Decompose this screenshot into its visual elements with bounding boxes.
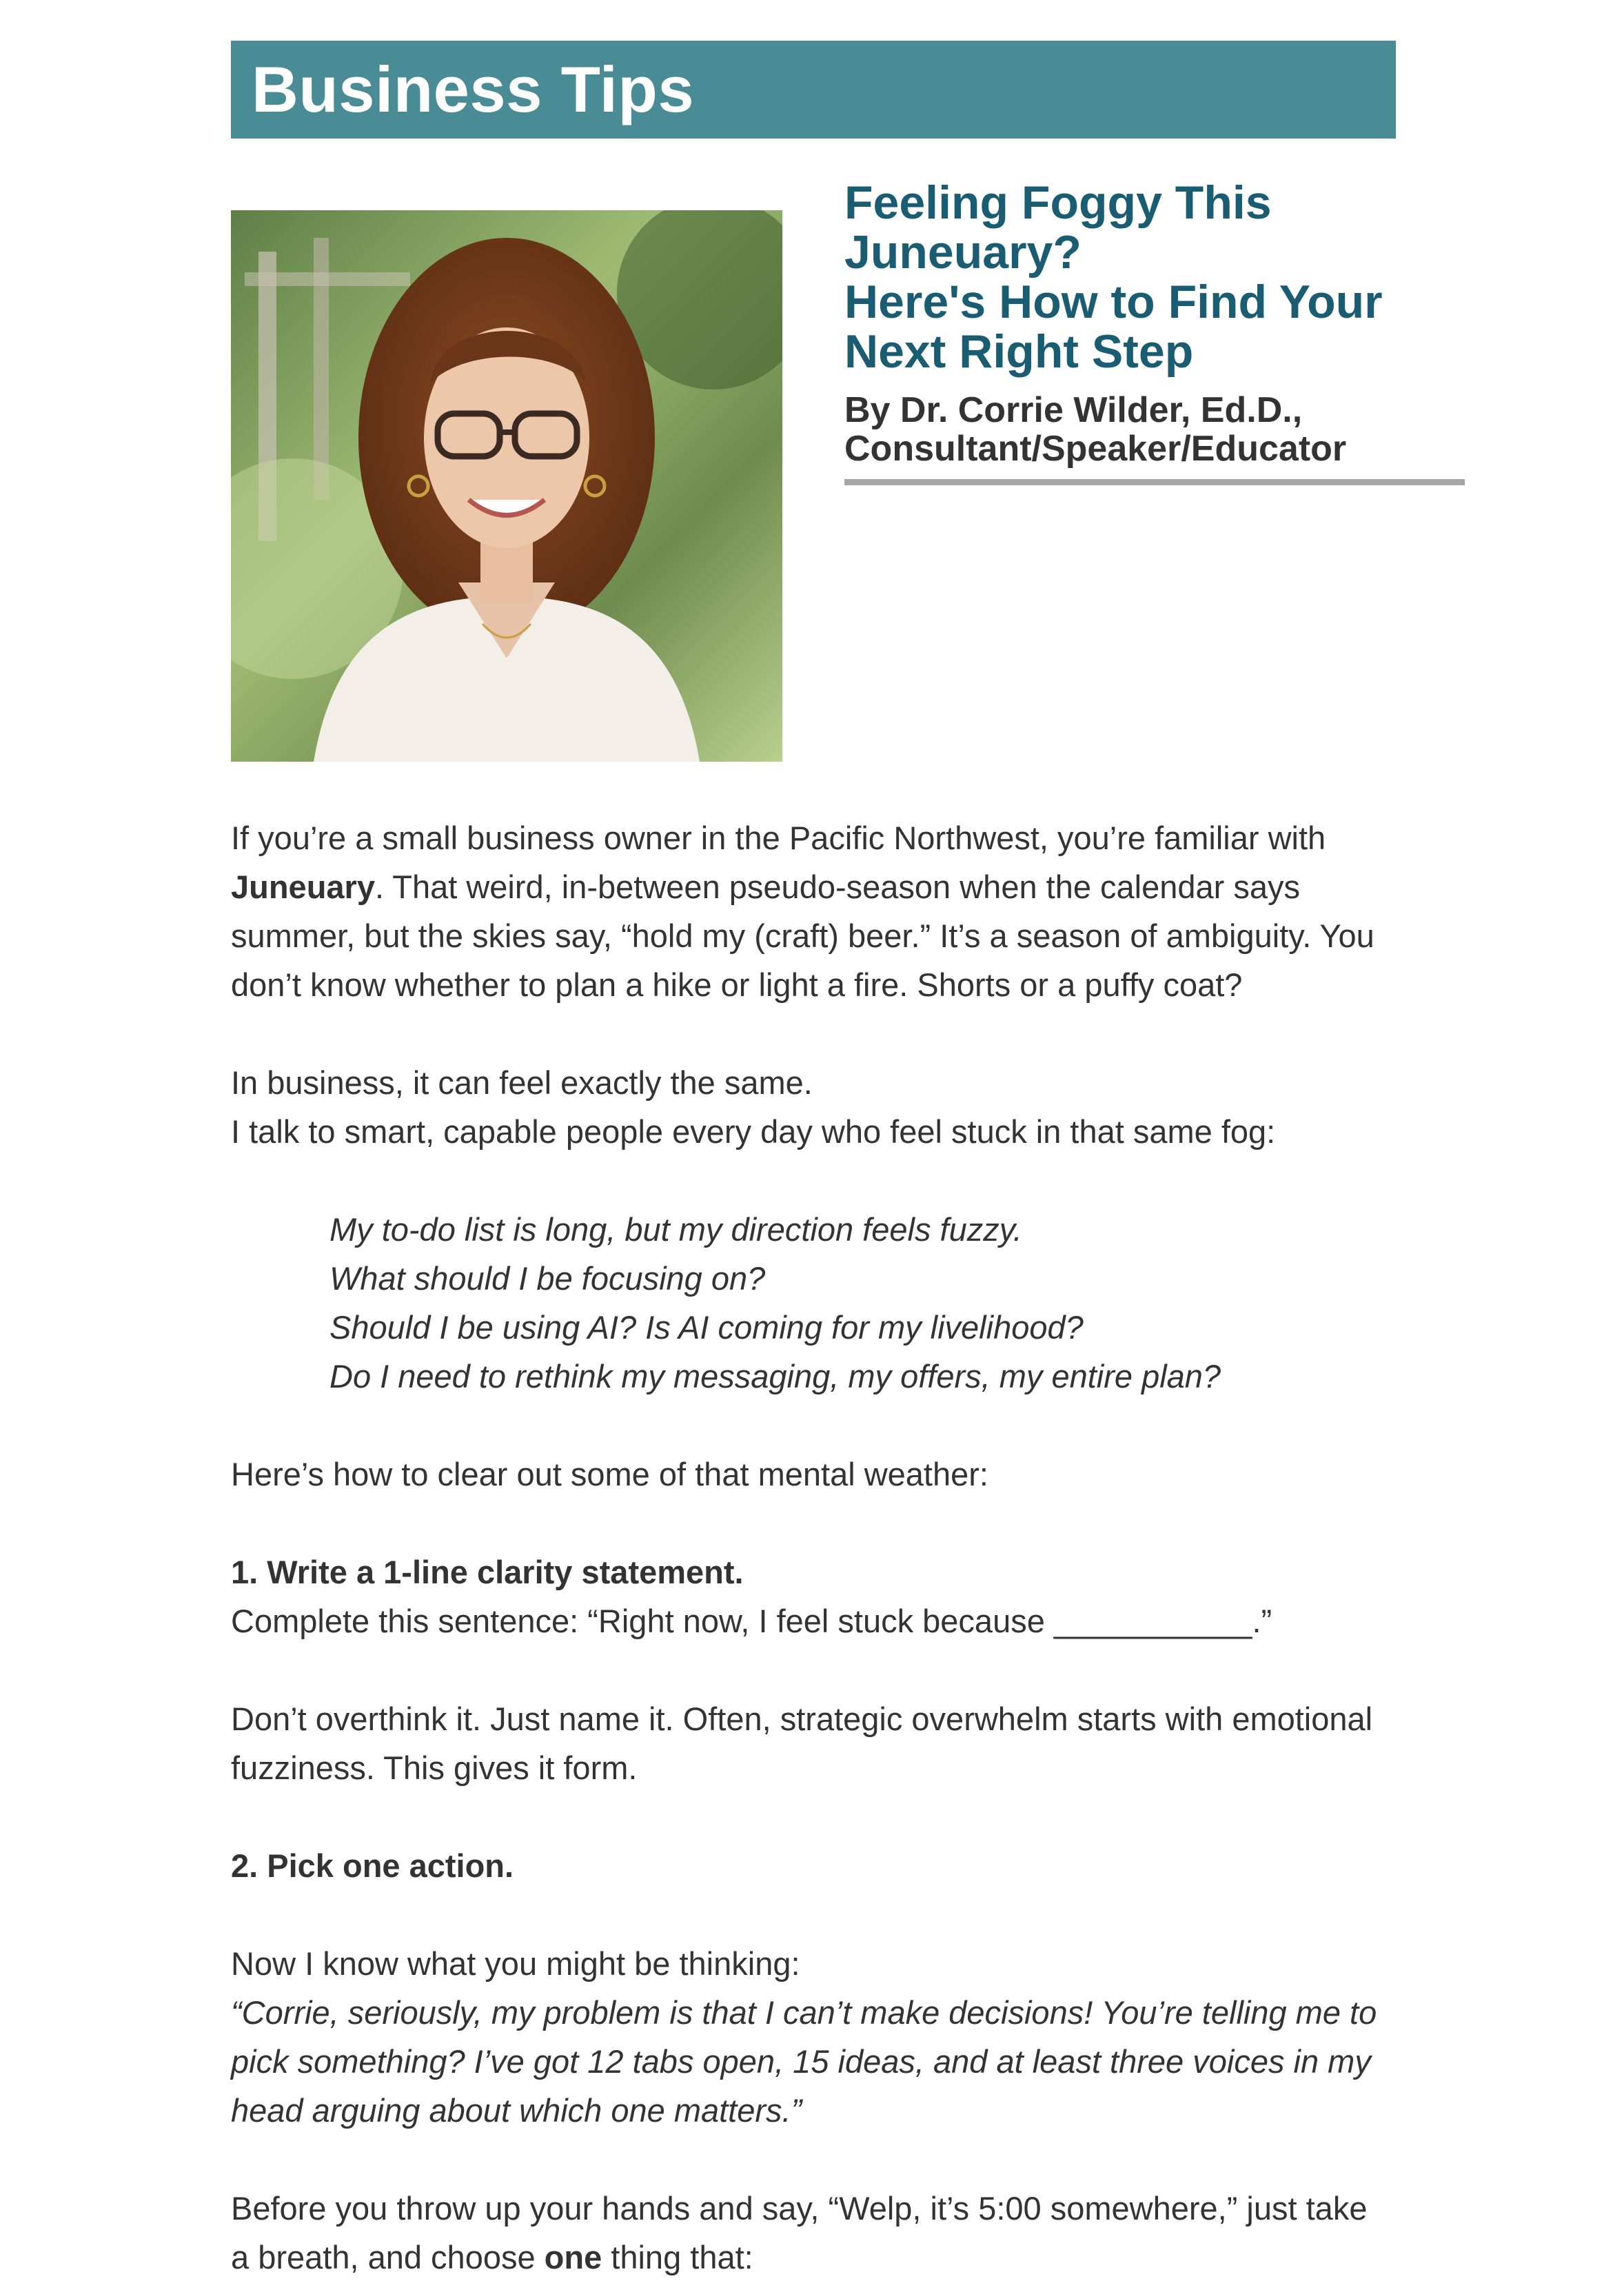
- headline-line: Feeling Foggy This: [844, 176, 1272, 229]
- paragraph-gap: [231, 1499, 1403, 1548]
- step2-heading-text: 2. Pick one action.: [231, 1847, 514, 1884]
- objection-line: head arguing about which one matters.”: [231, 2092, 802, 2129]
- paragraph-gap: [231, 1645, 1403, 1694]
- quote-line: What should I be focusing on?: [329, 1260, 766, 1297]
- closing-emphasis: one: [544, 2239, 602, 2275]
- step1-heading-text: 1. Write a 1-line clarity statement.: [231, 1554, 744, 1590]
- header-divider: [844, 479, 1465, 485]
- paragraph-gap: [231, 1156, 1403, 1205]
- paragraph-gap: [231, 1009, 1403, 1058]
- objection-line: pick something? I’ve got 12 tabs open, 15 ideas, and at least three voices in my: [231, 2043, 1371, 2080]
- step1-follow-line: Don’t overthink it. Just name it. Often, strategic overwhelm starts with emotional: [231, 1701, 1373, 1737]
- author-photo: [231, 210, 782, 762]
- article-headline: [844, 178, 1479, 376]
- step1-follow-line: fuzziness. This gives it form.: [231, 1750, 638, 1786]
- author-photo-illustration: [231, 210, 782, 762]
- quote-line: Should I be using AI? Is AI coming for my livelihood?: [329, 1309, 1084, 1346]
- closing-line-start: a breath, and choose: [231, 2239, 545, 2275]
- closing-line: Before you throw up your hands and say, “Welp, it’s 5:00 somewhere,” just take: [231, 2190, 1368, 2227]
- paragraph-gap: [231, 2135, 1403, 2184]
- paragraph-gap: [231, 1890, 1403, 1939]
- section-banner: [231, 41, 1396, 139]
- intro-line: If you’re a small business owner in the Pacific Northwest, you’re familiar with: [231, 820, 1326, 856]
- step1-text: Complete this sentence: “Right now, I feel stuck because ___________.”: [231, 1603, 1272, 1639]
- article-body: [231, 813, 1403, 2282]
- business-line: I talk to smart, capable people every day who feel stuck in that same fog:: [231, 1113, 1276, 1150]
- transition-line: Here’s how to clear out some of that mental weather:: [231, 1456, 988, 1492]
- headline-line: Juneuary?: [844, 226, 1082, 278]
- byline-name: By Dr. Corrie Wilder, Ed.D.,: [844, 390, 1303, 430]
- quote-line: Do I need to rethink my messaging, my offers, my entire plan?: [329, 1358, 1221, 1395]
- closing-line-end: thing that:: [602, 2239, 753, 2275]
- intro-line: summer, but the skies say, “hold my (craft) beer.” It’s a season of ambiguity. You: [231, 917, 1374, 954]
- intro-line: don’t know whether to plan a hike or light a fire. Shorts or a puffy coat?: [231, 966, 1243, 1003]
- juneuary-term: Juneuary: [231, 869, 375, 905]
- objection-line: “Corrie, seriously, my problem is that I can’t make decisions! You’re telling me to: [231, 1994, 1377, 2031]
- paragraph-gap: [231, 1792, 1403, 1841]
- headline-line: Here's How to Find Your: [844, 276, 1383, 328]
- section-title: Business Tips: [252, 53, 695, 125]
- byline-title: Consultant/Speaker/Educator: [844, 429, 1347, 469]
- business-line: In business, it can feel exactly the same.: [231, 1064, 813, 1101]
- headline-line: Next Right Step: [844, 325, 1194, 378]
- closing-line: [231, 2233, 1403, 2282]
- step2-heading: [231, 1841, 1403, 1890]
- author-byline: [844, 391, 1465, 468]
- intro-line: [231, 862, 1403, 911]
- thinking-line: Now I know what you might be thinking:: [231, 1945, 800, 1982]
- paragraph-gap: [231, 1401, 1403, 1450]
- quote-line: My to-do list is long, but my direction feels fuzzy.: [329, 1211, 1022, 1248]
- intro-line-rest: . That weird, in-between pseudo-season when the calendar says: [374, 869, 1301, 905]
- step1-heading: [231, 1548, 1403, 1596]
